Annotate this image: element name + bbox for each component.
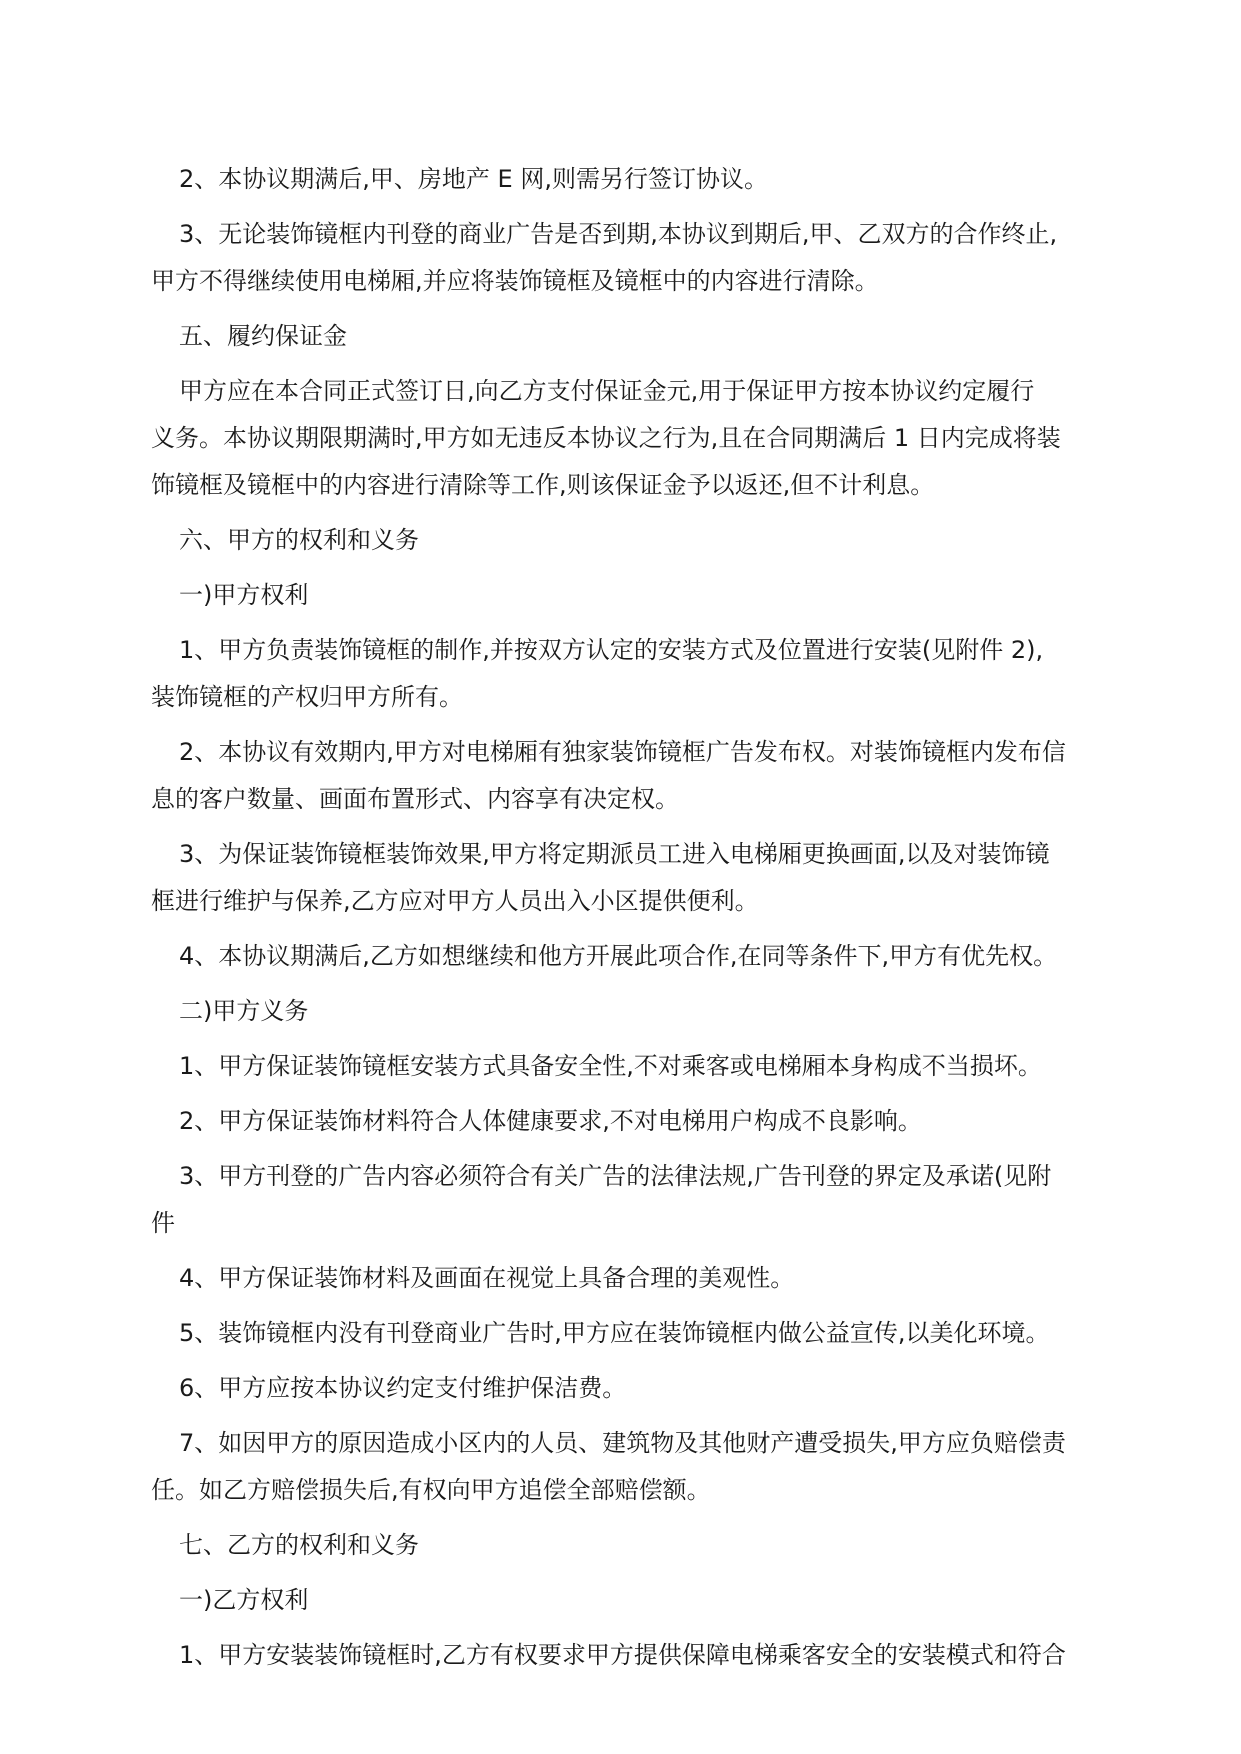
paragraph [151, 1365, 1101, 1412]
paragraph-line: 装饰镜框的产权归甲方所有。 [151, 683, 463, 711]
document-body [151, 156, 1101, 1687]
paragraph [151, 1577, 1101, 1624]
paragraph-line: 2、本协议期满后,甲、房地产 E 网,则需另行签订协议。 [179, 165, 768, 193]
paragraph-line: 甲方应在本合同正式签订日,向乙方支付保证金元,用于保证甲方按本协议约定履行 [179, 377, 1035, 405]
paragraph-line: 五、履约保证金 [179, 322, 347, 350]
paragraph-line: 件 [151, 1209, 175, 1237]
paragraph-line: 6、甲方应按本协议约定支付维护保洁费。 [179, 1374, 627, 1402]
paragraph [151, 831, 1101, 925]
paragraph [151, 1632, 1101, 1679]
paragraph [151, 156, 1101, 203]
paragraph-line: 一)甲方权利 [179, 581, 309, 609]
paragraph [151, 1420, 1101, 1514]
paragraph-line: 7、如因甲方的原因造成小区内的人员、建筑物及其他财产遭受损失,甲方应负赔偿责 [179, 1429, 1066, 1457]
paragraph [151, 1522, 1101, 1569]
paragraph [151, 572, 1101, 619]
paragraph [151, 517, 1101, 564]
paragraph [151, 368, 1101, 509]
paragraph-line: 2、甲方保证装饰材料符合人体健康要求,不对电梯用户构成不良影响。 [179, 1107, 922, 1135]
paragraph-line: 框进行维护与保养,乙方应对甲方人员出入小区提供便利。 [151, 887, 759, 915]
paragraph [151, 211, 1101, 305]
paragraph [151, 1098, 1101, 1145]
paragraph-line: 3、无论装饰镜框内刊登的商业广告是否到期,本协议到期后,甲、乙双方的合作终止, [179, 220, 1058, 248]
paragraph-line: 二)甲方义务 [179, 997, 309, 1025]
paragraph-line: 1、甲方安装装饰镜框时,乙方有权要求甲方提供保障电梯乘客安全的安装模式和符合 [179, 1641, 1066, 1669]
paragraph [151, 1255, 1101, 1302]
paragraph [151, 988, 1101, 1035]
paragraph-line: 七、乙方的权利和义务 [179, 1531, 419, 1559]
paragraph-line: 义务。本协议期限期满时,甲方如无违反本协议之行为,且在合同期满后 1 日内完成将装 [151, 424, 1061, 452]
paragraph [151, 729, 1101, 823]
paragraph-line: 息的客户数量、画面布置形式、内容享有决定权。 [151, 785, 679, 813]
paragraph-line: 4、本协议期满后,乙方如想继续和他方开展此项合作,在同等条件下,甲方有优先权。 [179, 942, 1058, 970]
paragraph [151, 933, 1101, 980]
paragraph-line: 六、甲方的权利和义务 [179, 526, 419, 554]
paragraph-line: 任。如乙方赔偿损失后,有权向甲方追偿全部赔偿额。 [151, 1476, 711, 1504]
paragraph [151, 313, 1101, 360]
paragraph-line: 4、甲方保证装饰材料及画面在视觉上具备合理的美观性。 [179, 1264, 795, 1292]
paragraph-line: 5、装饰镜框内没有刊登商业广告时,甲方应在装饰镜框内做公益宣传,以美化环境。 [179, 1319, 1050, 1347]
paragraph-line: 一)乙方权利 [179, 1586, 309, 1614]
paragraph [151, 1043, 1101, 1090]
paragraph-line: 1、甲方保证装饰镜框安装方式具备安全性,不对乘客或电梯厢本身构成不当损坏。 [179, 1052, 1042, 1080]
paragraph-line: 饰镜框及镜框中的内容进行清除等工作,则该保证金予以返还,但不计利息。 [151, 471, 935, 499]
paragraph [151, 1153, 1101, 1247]
paragraph-line: 3、为保证装饰镜框装饰效果,甲方将定期派员工进入电梯厢更换画面,以及对装饰镜 [179, 840, 1050, 868]
paragraph-line: 2、本协议有效期内,甲方对电梯厢有独家装饰镜框广告发布权。对装饰镜框内发布信 [179, 738, 1066, 766]
paragraph-line: 3、甲方刊登的广告内容必须符合有关广告的法律法规,广告刊登的界定及承诺(见附 [179, 1162, 1052, 1190]
paragraph-line: 1、甲方负责装饰镜框的制作,并按双方认定的安装方式及位置进行安装(见附件 2), [179, 636, 1044, 664]
paragraph [151, 627, 1101, 721]
paragraph [151, 1310, 1101, 1357]
paragraph-line: 甲方不得继续使用电梯厢,并应将装饰镜框及镜框中的内容进行清除。 [151, 267, 879, 295]
